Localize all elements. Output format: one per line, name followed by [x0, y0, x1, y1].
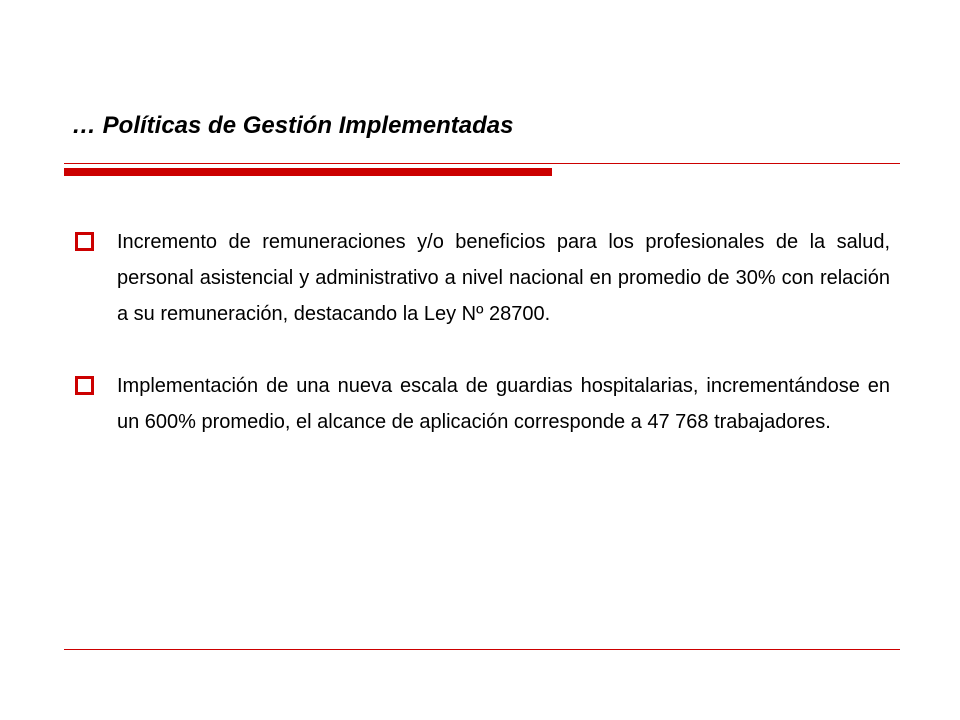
hollow-square-bullet-icon [75, 232, 94, 251]
title-divider-thick [64, 168, 552, 176]
footer-divider [64, 649, 900, 650]
bullet-list [72, 224, 890, 476]
hollow-square-bullet-icon [75, 376, 94, 395]
bullet-text: Incremento de remuneraciones y/o beneficios para los profesionales de la salud, personal asistencial y administrativo a nivel nacional en promedio de 30% con relación a su remuneración, destacando la Ley Nº 28700. [117, 231, 890, 325]
bullet-item-remuneraciones [72, 224, 890, 332]
bullet-item-guardias [72, 368, 890, 440]
title-divider-thin [64, 163, 900, 164]
bullet-text: Implementación de una nueva escala de guardias hospitalarias, incrementándose en un 600% promedio, el alcance de aplicación corresponde a 47 768 trabajadores. [117, 375, 890, 433]
slide-title: … Políticas de Gestión Implementadas [72, 112, 514, 139]
